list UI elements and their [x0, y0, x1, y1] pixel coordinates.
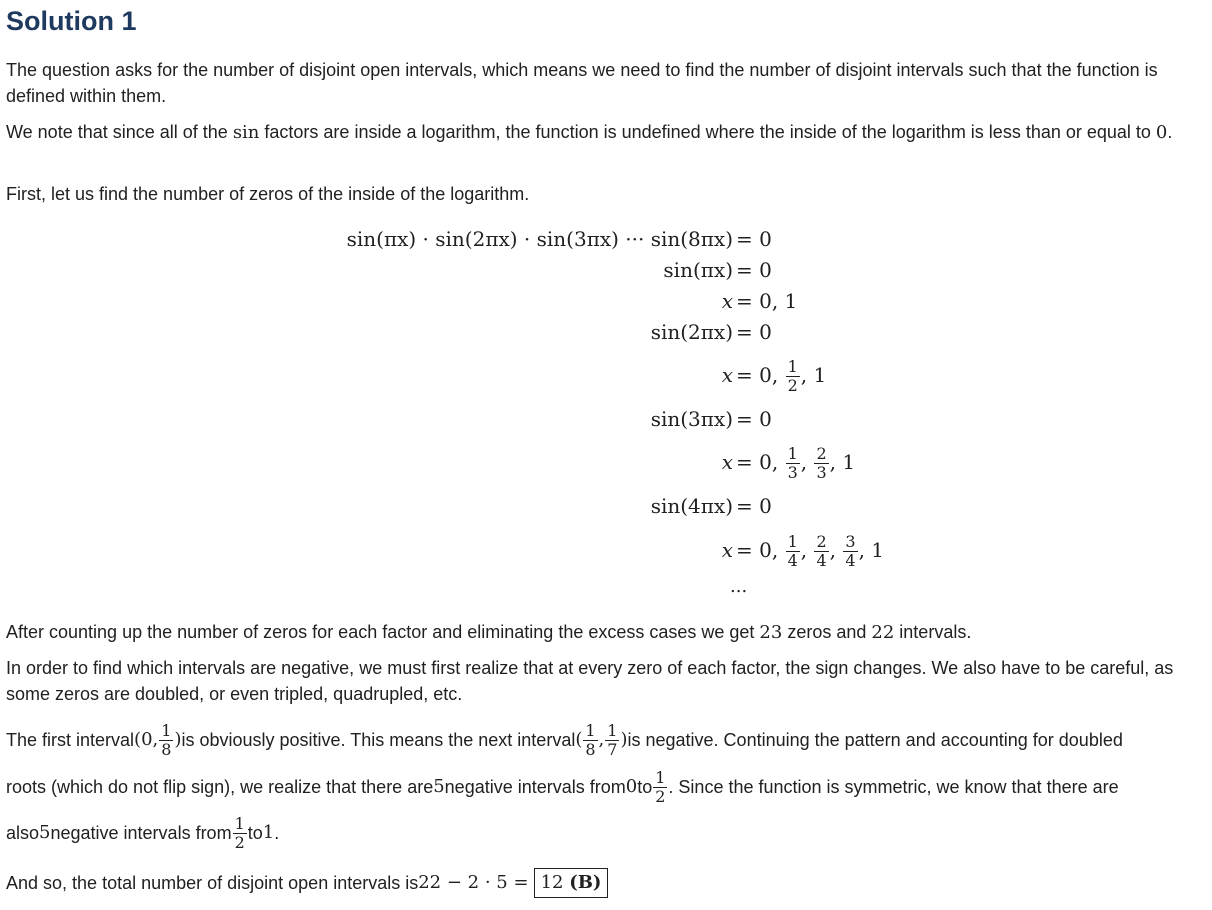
fraction [786, 533, 800, 570]
fraction [233, 815, 247, 852]
math-rhs [736, 533, 884, 570]
numerator: 3 [845, 532, 856, 551]
math-text: (0, [134, 729, 159, 750]
math-comma: , [800, 538, 814, 562]
text: We note that since all of the [6, 122, 233, 142]
math-line-product [0, 222, 1212, 256]
denominator: 2 [234, 832, 245, 852]
math-comma: , [829, 538, 843, 562]
fraction [786, 358, 800, 395]
math-rhs: = 0 [736, 494, 772, 518]
math-line-x-3 [0, 444, 1212, 482]
math-lhs: x [721, 538, 733, 562]
text: roots (which do not flip sign), we realize that there are [6, 777, 434, 797]
math-number: 5 [39, 822, 51, 843]
math-lhs: x [721, 450, 733, 474]
answer-letter: (B) [569, 872, 602, 893]
text: also [6, 823, 40, 843]
fraction [814, 533, 828, 570]
text: to [247, 823, 263, 843]
fraction [605, 722, 619, 759]
math-line-sin-2pi [0, 315, 1212, 349]
math-lhs: sin(2πx) [650, 320, 733, 344]
math-number: 5 [433, 776, 445, 797]
math-rhs [736, 358, 826, 395]
denominator: 7 [607, 739, 618, 759]
math-ellipsis: ... [730, 576, 748, 597]
text: is obviously positive. This means the next interval [181, 730, 576, 750]
intervals-line-3 [6, 810, 1206, 856]
denominator: 2 [787, 376, 798, 395]
math-line-x-2 [0, 357, 1212, 395]
math-rhs: = 0 [736, 320, 772, 344]
math-number: 22 [871, 622, 895, 643]
math-lhs: sin(3πx) [650, 407, 733, 431]
denominator: 3 [787, 463, 798, 482]
math-lhs: x [721, 363, 733, 387]
fraction [786, 445, 800, 482]
math-block [0, 222, 1212, 612]
numerator: 2 [816, 444, 827, 463]
text: And so, the total number of disjoint open intervals is [6, 873, 419, 893]
denominator: 8 [585, 739, 596, 759]
paragraph-intervals [6, 716, 1206, 856]
math-lhs: sin(πx) [663, 258, 733, 282]
math-number: 1 [262, 822, 275, 843]
math-rhs: = 0, 1 [736, 289, 798, 313]
solution-heading: Solution 1 [6, 6, 137, 36]
paragraph-sign-change: In order to find which intervals are negative, we must first realize that at every zero of each factor, the sign changes. We also have to be careful, as some zeros are doubled, or even tripled, quadrupled, etc. [6, 658, 1174, 704]
text: negative intervals from [444, 777, 626, 797]
numerator: 1 [787, 444, 798, 463]
math-text: ) [620, 729, 628, 750]
math-text: ( [575, 729, 583, 750]
denominator: 4 [845, 551, 856, 570]
text: intervals. [894, 622, 972, 642]
text: is negative. Continuing the pattern and accounting for doubled [627, 730, 1123, 750]
numerator: 1 [655, 767, 666, 787]
fraction [159, 722, 173, 759]
math-comma: , [800, 450, 814, 474]
paragraph-log-domain [6, 119, 1206, 146]
math-text: = 0, [736, 538, 785, 562]
math-line-sin-3pi [0, 402, 1212, 436]
numerator: 1 [787, 357, 798, 376]
paragraph-count [6, 619, 1206, 646]
denominator: 3 [816, 463, 827, 482]
math-sin: sin [232, 122, 260, 143]
math-rhs: = 0 [736, 407, 772, 431]
text: . [274, 823, 280, 843]
fraction [814, 445, 828, 482]
fraction [843, 533, 857, 570]
math-text: , [598, 729, 605, 750]
math-number: 23 [759, 622, 783, 643]
math-text: , 1 [800, 363, 827, 387]
fraction [653, 769, 667, 806]
text: negative intervals from [50, 823, 232, 843]
math-line-x-4 [0, 532, 1212, 570]
text: The first interval [6, 730, 135, 750]
intervals-line-2 [6, 764, 1206, 810]
paragraph-intro: The question asks for the number of disjoint open intervals, which means we need to find the number of disjoint intervals such that the function is defined within them. [6, 60, 1158, 106]
denominator: 4 [816, 551, 827, 570]
math-lhs: sin(πx) · sin(2πx) · sin(3πx) ··· sin(8πx) [346, 227, 733, 251]
paragraph-find-zeros: First, let us find the number of zeros of the inside of the logarithm. [6, 184, 530, 204]
numerator: 1 [585, 720, 596, 740]
math-text: , 1 [829, 450, 856, 474]
text: . Since the function is symmetric, we know that there are [668, 777, 1119, 797]
boxed-answer [534, 868, 609, 898]
numerator: 1 [607, 720, 618, 740]
answer-number: 12 [540, 872, 564, 893]
text: zeros and [782, 622, 872, 642]
math-line-sin-pi [0, 253, 1212, 287]
text: to [637, 777, 653, 797]
text: factors are inside a logarithm, the function is undefined where the inside of the logarithm is less than or equal to [259, 122, 1156, 142]
numerator: 2 [816, 532, 827, 551]
numerator: 1 [787, 532, 798, 551]
denominator: 4 [787, 551, 798, 570]
math-line-sin-4pi [0, 489, 1212, 523]
paragraph-conclusion [6, 866, 1206, 900]
math-line-x-1 [0, 284, 1212, 318]
denominator: 8 [161, 739, 172, 759]
math-rhs: = 0 [736, 227, 772, 251]
denominator: 2 [655, 786, 666, 806]
intervals-line-1 [6, 716, 1206, 764]
math-rhs: = 0 [736, 258, 772, 282]
math-rhs [736, 445, 855, 482]
text: After counting up the number of zeros for each factor and eliminating the excess cases we get [6, 622, 760, 642]
text: . [1167, 122, 1173, 142]
math-lhs: x [721, 289, 733, 313]
math-text: = 0, [736, 363, 785, 387]
numerator: 1 [161, 720, 172, 740]
math-text: ) [174, 729, 182, 750]
math-text: , 1 [858, 538, 885, 562]
fraction [583, 722, 597, 759]
math-number: 0 [625, 776, 638, 797]
math-lhs: sin(4πx) [650, 494, 733, 518]
math-expression: 22 − 2 · 5 = [418, 872, 529, 893]
numerator: 1 [234, 813, 245, 833]
math-zero: 0 [1155, 122, 1168, 143]
math-text: = 0, [736, 450, 785, 474]
